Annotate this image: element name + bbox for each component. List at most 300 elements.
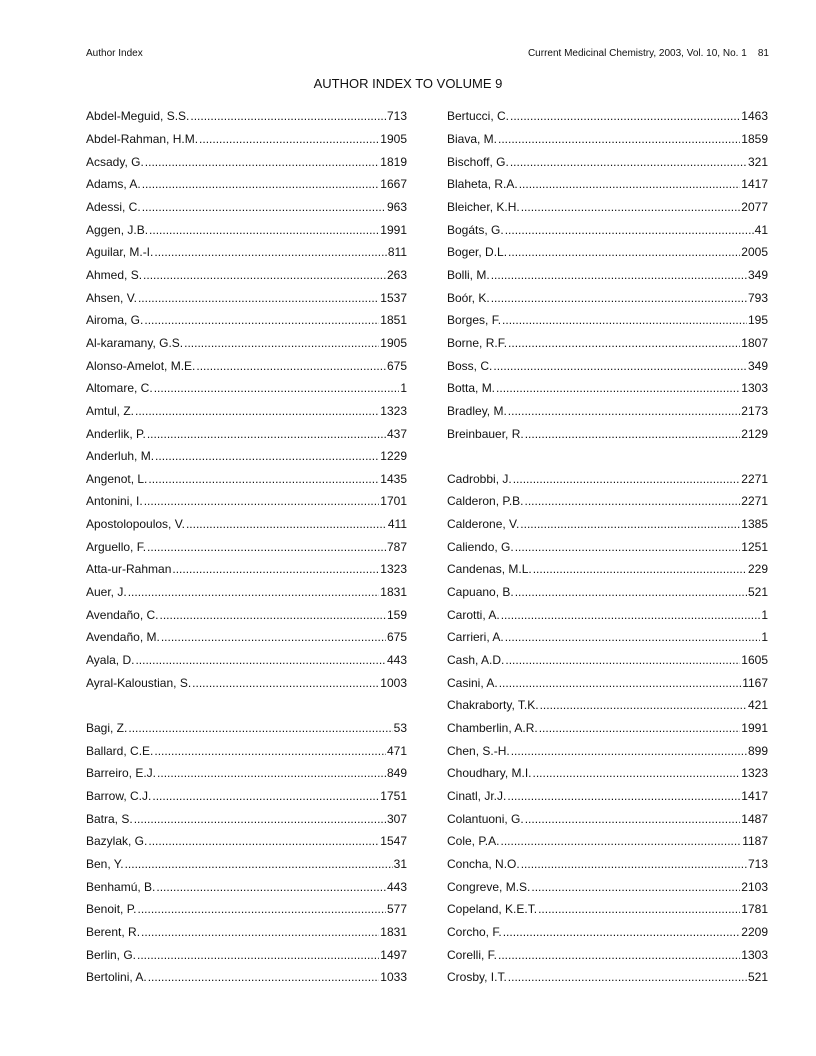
index-entry [447,332,768,355]
dot-leader [498,948,740,962]
page-number: 1905 [380,131,407,146]
dot-leader [532,766,740,780]
running-header-right: Current Medicinal Chemistry, 2003, Vol. 10, No. 1 81 [527,48,769,59]
dot-leader [525,494,741,508]
page-number: 2173 [741,403,768,418]
dot-leader [143,268,386,282]
dot-leader [496,381,740,395]
dot-leader [137,948,379,962]
page-number: 713 [747,856,768,871]
dot-leader [148,834,379,848]
page-number: 1537 [380,290,407,305]
page-number: 2005 [741,245,768,260]
dot-leader [507,789,740,803]
dot-leader [540,698,747,712]
page-number: 963 [386,199,407,214]
page-number: 443 [386,879,407,894]
index-entry [86,762,407,785]
dot-leader [154,381,400,395]
author-name: Colantuoni, G. [447,811,524,826]
author-name: Cinatl, Jr.J. [447,789,507,804]
author-name: Bazylak, G. [86,834,148,849]
dot-leader [142,177,380,191]
page-number: 159 [386,607,407,622]
page-number: 1851 [380,313,407,328]
author-name: Carotti, A. [447,607,500,622]
index-entry [447,717,768,740]
page-number: 675 [386,630,407,645]
page-number: 349 [747,358,768,373]
author-name: Auer, J. [86,585,127,600]
index-section-gap [86,694,407,717]
index-entry [86,853,407,876]
dot-leader [508,336,740,350]
index-entry [86,377,407,400]
index-entry [447,422,768,445]
author-name: Bertucci, C. [447,109,510,124]
author-name: Corelli, F. [447,947,498,962]
dot-leader [499,676,741,690]
dot-leader [525,427,741,441]
index-entry [447,468,768,491]
dot-leader [135,404,379,418]
author-name: Borne, R.F. [447,335,508,350]
dot-leader [148,970,380,984]
page-number: 443 [386,653,407,668]
author-name: Boór, K. [447,290,490,305]
dot-leader [521,200,741,214]
page-title: AUTHOR INDEX TO VOLUME 9 [313,76,503,91]
page-number: 2271 [741,471,768,486]
index-entry [447,490,768,513]
dot-leader [186,517,387,531]
author-name: Avendaño, C. [86,607,159,622]
dot-leader [154,245,387,259]
dot-leader [128,721,392,735]
page-number: 471 [386,743,407,758]
page-number: 1859 [741,131,768,146]
author-name: Congreve, M.S. [447,879,531,894]
dot-leader [144,313,379,327]
page-number: 793 [747,290,768,305]
page-number: 1323 [380,562,407,577]
index-entry [447,558,768,581]
author-name: Caliendo, G. [447,539,514,554]
page-number: 1781 [741,902,768,917]
dot-leader [493,359,747,373]
dot-leader [539,721,741,735]
author-name: Chen, S.-H. [447,743,510,758]
index-entry [86,128,407,151]
index-entry [447,309,768,332]
author-name: Bolli, M. [447,267,490,282]
index-entry [447,921,768,944]
author-name: Aguilar, M.-I. [86,245,154,260]
dot-leader [520,517,740,531]
index-entry [447,196,768,219]
page-number: 1187 [742,834,768,849]
page-number: 1487 [741,811,768,826]
dot-leader [525,812,741,826]
page-number: 195 [747,313,768,328]
index-entry [86,513,407,536]
page-number: 2103 [741,879,768,894]
index-entry [86,468,407,491]
dot-leader [155,449,379,463]
author-name: Bradley, M. [447,403,507,418]
author-name: Ben, Y. [86,856,124,871]
dot-leader [503,925,741,939]
page-number: 1991 [380,222,407,237]
dot-leader [190,109,386,123]
author-name: Blaheta, R.A. [447,177,518,192]
page-number: 2271 [741,494,768,509]
page-number: 1751 [380,789,407,804]
author-name: Boss, C. [447,358,493,373]
author-name: Abdel-Rahman, H.M. [86,131,199,146]
index-entry [86,626,407,649]
page-number: 1003 [380,675,407,690]
index-entry [447,671,768,694]
dot-leader [508,404,741,418]
page-number: 1819 [380,154,407,169]
page-number: 1167 [742,675,768,690]
dot-leader [196,359,386,373]
index-entry [447,128,768,151]
page-number: 899 [747,743,768,758]
author-name: Ayral-Kaloustian, S. [86,675,192,690]
author-name: Chamberlin, A.R. [447,721,538,736]
index-entry [447,218,768,241]
dot-leader [502,313,747,327]
index-entry [86,400,407,423]
author-name: Cole, P.A. [447,834,500,849]
page-number: 1323 [741,766,768,781]
author-name: Cadrobbi, J. [447,471,512,486]
dot-leader [184,336,379,350]
dot-leader [149,223,379,237]
page-number: 307 [386,811,407,826]
index-entry [447,105,768,128]
author-name: Copeland, K.E.T. [447,902,538,917]
index-entry [86,558,407,581]
dot-leader [511,744,747,758]
index-entry [86,196,407,219]
page-number: 1831 [380,585,407,600]
index-entry [86,717,407,740]
author-name: Amtul, Z. [86,403,135,418]
index-entry [86,150,407,173]
running-header-left: Author Index [86,48,143,59]
author-name: Benoit, P. [86,902,137,917]
dot-leader [137,902,385,916]
author-name: Cash, A.D. [447,653,505,668]
dot-leader [519,177,741,191]
dot-leader [510,109,740,123]
dot-leader [491,268,747,282]
page-number: 713 [386,109,407,124]
dot-leader [508,245,740,259]
index-entry [447,400,768,423]
index-entry [86,785,407,808]
index-entry [447,853,768,876]
index-entry [86,943,407,966]
author-name: Adams, A. [86,177,141,192]
index-entry [447,739,768,762]
index-entry [447,173,768,196]
page-number: 1323 [380,403,407,418]
author-name: Ahmed, S. [86,267,143,282]
page-number: 1905 [380,335,407,350]
page-number: 1385 [741,517,768,532]
page-number: 675 [386,358,407,373]
page-number: 1701 [380,494,407,509]
page-number: 263 [386,267,407,282]
author-name: Antonini, I. [86,494,143,509]
page-number: 1831 [380,924,407,939]
page-number: 229 [747,562,768,577]
index-entry [447,581,768,604]
page-number: 1303 [741,947,768,962]
index-entry [86,875,407,898]
page-number: 1303 [741,381,768,396]
index-entry [86,966,407,989]
author-name: Crosby, I.T. [447,970,507,985]
dot-leader [513,472,741,486]
index-column-right [447,105,768,989]
index-entry [447,898,768,921]
author-name: Botta, M. [447,381,496,396]
author-name: Corcho, F. [447,924,502,939]
author-name: Aggen, J.B. [86,222,149,237]
author-name: Abdel-Meguid, S.S. [86,109,190,124]
index-entry [86,264,407,287]
author-name: Bagi, Z. [86,721,128,736]
dot-leader [510,155,747,169]
dot-leader [538,902,740,916]
author-name: Airoma, G. [86,313,144,328]
dot-leader [160,608,386,622]
dot-leader [156,880,386,894]
dot-leader [125,857,393,871]
author-name: Bogáts, G. [447,222,504,237]
page-number: 521 [747,585,768,600]
page-number: 2209 [741,924,768,939]
author-name: Avendaño, M. [86,630,160,645]
dot-leader [157,766,386,780]
author-name: Anderluh, M. [86,449,155,464]
dot-leader [508,970,747,984]
dot-leader [199,132,379,146]
dot-leader [147,540,386,554]
author-name: Ahsen, V. [86,290,137,305]
author-name: Batra, S. [86,811,133,826]
author-name: Atta-ur-Rahman [86,562,172,577]
index-entry [447,150,768,173]
author-name: Capuano, B. [447,585,514,600]
page-number: 849 [386,766,407,781]
page-number: 1 [761,607,768,622]
index-entry [86,603,407,626]
page-number: 31 [393,856,407,871]
author-name: Alonso-Amelot, M.E. [86,358,196,373]
dot-leader [491,291,747,305]
index-entry [86,898,407,921]
author-name: Adessi, C. [86,199,141,214]
index-entry [447,241,768,264]
author-name: Bertolini, A. [86,970,147,985]
author-name: Angenot, L. [86,471,148,486]
author-name: Biava, M. [447,131,498,146]
author-name: Carrieri, A. [447,630,504,645]
author-name: Al-karamany, G.S. [86,335,184,350]
index-entry [86,309,407,332]
author-name: Apostolopoulos, V. [86,517,185,532]
author-name: Boger, D.L. [447,245,508,260]
author-name: Benhamú, B. [86,879,156,894]
page-number: 1251 [741,539,768,554]
dot-leader [515,540,741,554]
index-entry [447,264,768,287]
page-number: 1547 [380,834,407,849]
page-number: 349 [747,267,768,282]
author-name: Barrow, C.J. [86,789,152,804]
dot-leader [138,291,379,305]
dot-leader [147,427,386,441]
page-number: 1417 [741,789,768,804]
index-entry [86,354,407,377]
dot-leader [531,880,740,894]
dot-leader [172,562,379,576]
page-number: 1 [761,630,768,645]
dot-leader [533,562,747,576]
page-number: 1033 [380,970,407,985]
page-number: 1497 [380,947,407,962]
index-entry [86,739,407,762]
author-name: Borges, F. [447,313,502,328]
author-name: Chakraborty, T.K. [447,698,539,713]
author-name: Calderon, P.B. [447,494,524,509]
dot-leader [144,494,380,508]
author-name: Acsady, G. [86,154,144,169]
index-entry [86,671,407,694]
page-number: 1229 [380,449,407,464]
index-entry [86,422,407,445]
author-name: Casini, A. [447,675,498,690]
author-name: Bleicher, K.H. [447,199,520,214]
dot-leader [521,857,747,871]
index-entry [86,332,407,355]
page-number: 1605 [741,653,768,668]
dot-leader [135,653,386,667]
index-entry [86,807,407,830]
author-name: Altomare, C. [86,381,153,396]
index-column-left [86,105,407,989]
author-name: Barreiro, E.J. [86,766,157,781]
page-number: 2077 [741,199,768,214]
author-name: Breinbauer, R. [447,426,524,441]
index-entry [86,490,407,513]
author-name: Anderlik, P. [86,426,146,441]
author-name: Berlin, G. [86,947,137,962]
index-entry [86,445,407,468]
index-section-gap [447,445,768,468]
page-number: 1435 [380,471,407,486]
author-name: Ballard, C.E. [86,743,154,758]
index-entry [447,535,768,558]
dot-leader [501,608,761,622]
index-entry [86,241,407,264]
page-number: 321 [747,154,768,169]
index-entry [86,830,407,853]
author-name: Calderone, V. [447,517,520,532]
page-number: 1807 [741,335,768,350]
page-number: 787 [386,539,407,554]
page-number: 1667 [380,177,407,192]
dot-leader [161,630,386,644]
dot-leader [498,132,740,146]
page-number: 1 [400,381,407,396]
index-entry [447,762,768,785]
author-name: Arguello, F. [86,539,147,554]
index-entry [447,785,768,808]
index-entry [86,105,407,128]
page-number: 1991 [741,721,768,736]
index-entry [86,535,407,558]
page-number: 1417 [741,177,768,192]
page-number: 53 [393,721,407,736]
author-name: Bischoff, G. [447,154,509,169]
index-entry [447,377,768,400]
index-entry [86,649,407,672]
index-entry [86,921,407,944]
dot-leader [148,472,379,486]
index-entry [447,626,768,649]
index-entry [447,943,768,966]
author-name: Berent, R. [86,924,141,939]
index-entry [447,286,768,309]
dot-leader [154,744,386,758]
dot-leader [515,585,747,599]
dot-leader [134,812,386,826]
author-name: Choudhary, M.I. [447,766,532,781]
dot-leader [145,155,380,169]
index-entry [447,649,768,672]
index-entry [447,694,768,717]
dot-leader [505,630,761,644]
author-name: Ayala, D. [86,653,135,668]
index-entry [447,513,768,536]
index-entry [447,354,768,377]
page-number: 41 [754,222,768,237]
page-number: 577 [386,902,407,917]
index-entry [447,830,768,853]
page-number: 1463 [741,109,768,124]
dot-leader [142,200,386,214]
dot-leader [128,585,380,599]
index-entry [86,173,407,196]
index-entry [86,286,407,309]
index-entry [447,875,768,898]
dot-leader [505,653,740,667]
page-number: 2129 [741,426,768,441]
page-number: 421 [747,698,768,713]
page-number: 521 [747,970,768,985]
dot-leader [152,789,379,803]
page-number: 437 [386,426,407,441]
page-number: 811 [387,245,407,260]
index-entry [447,603,768,626]
